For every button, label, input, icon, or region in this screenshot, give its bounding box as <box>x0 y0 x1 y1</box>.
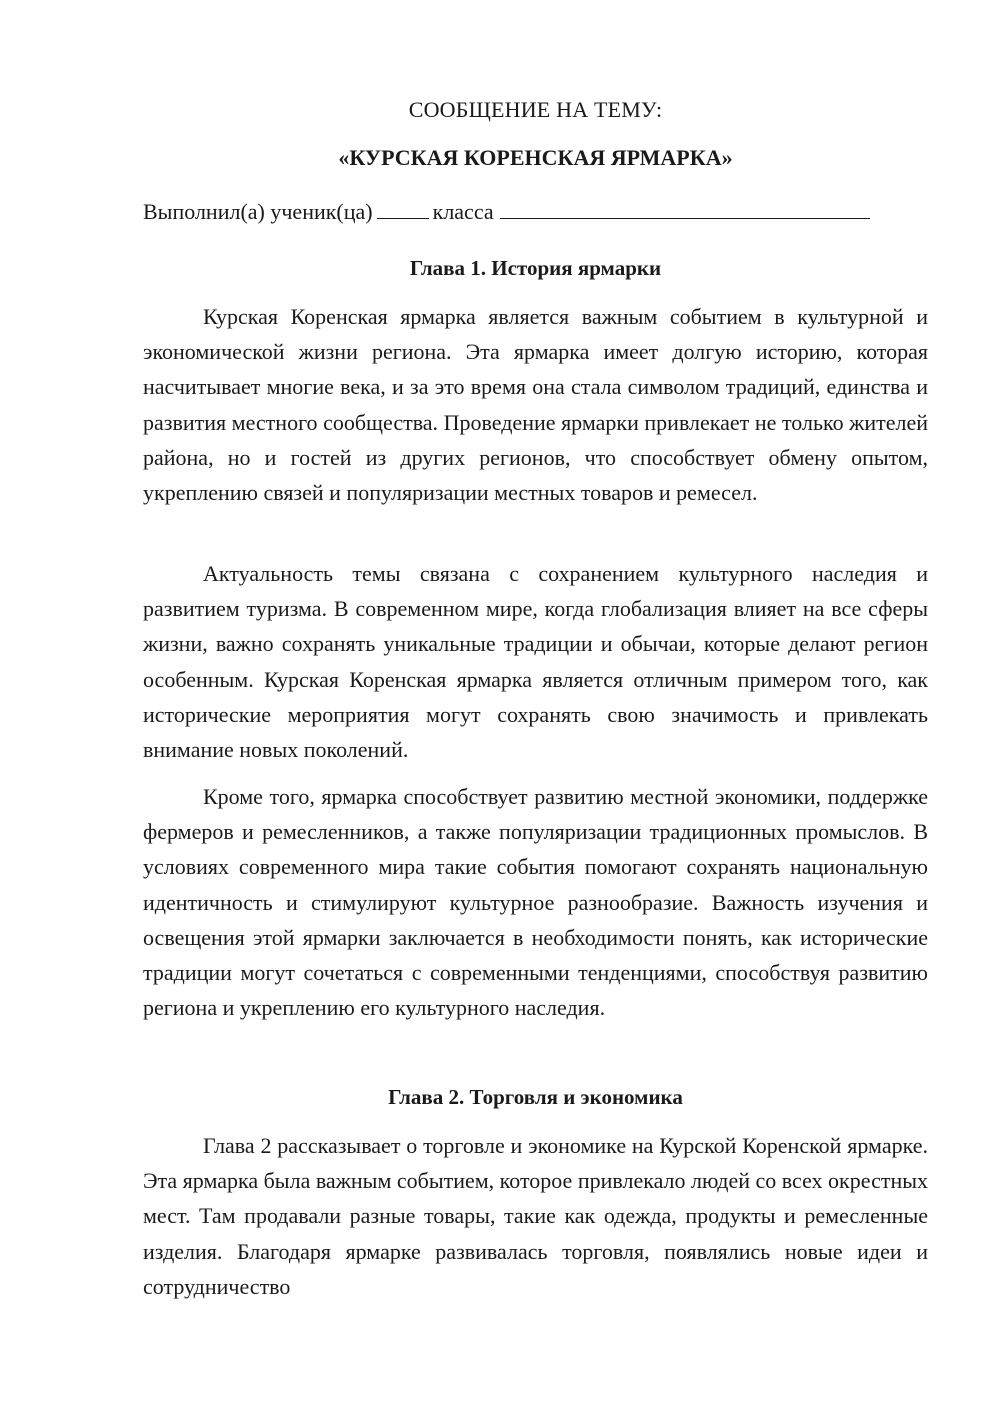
student-info-line <box>143 196 928 228</box>
chapter2-paragraph-1: Глава 2 рассказывает о торговле и экономике на Курской Коренской ярмарке. Эта ярмарка была важным событием, которое привлекало людей со всех окрестных мест. Там продавали разные товары, такие как одежда, продукты и ремесленные изделия. Благодаря ярмарке развивалась торговля, появлялись новые идеи и сотрудничество <box>143 1133 928 1299</box>
chapter1-paragraph-1: Курская Коренская ярмарка является важным событием в культурной и экономической жизни региона. Эта ярмарка имеет долгую историю, которая насчитывает многие века, и за это время она стала символом традиций, единства и развития местного сообщества. Проведение ярмарки привлекает не только жителей района, но и гостей из других регионов, что способствует обмену опытом, укреплению связей и популяризации местных товаров и ремесел. <box>143 304 928 506</box>
class-label: класса <box>432 199 494 224</box>
chapter2-heading: Глава 2. Торговля и экономика <box>388 1085 683 1109</box>
document-title-line1: СООБЩЕНИЕ НА ТЕМУ: <box>408 97 663 122</box>
chapter1-paragraph-3: Кроме того, ярмарка способствует развитию местной экономики, поддержке фермеров и ремесленников, а также популяризации традиционных промыслов. В условиях современного мира такие события помогают сохранять национальную идентичность и стимулируют культурное разнообразие. Важность изучения и освещения этой ярмарки заключается в необходимости понять, как исторические традиции могут сочетаться с современными тенденциями, способствуя развитию региона и укреплению его культурного наследия. <box>143 784 928 1021</box>
student-label: Выполнил(а) ученик(ца) <box>143 199 373 224</box>
document-title-line2: «КУРСКАЯ КОРЕНСКАЯ ЯРМАРКА» <box>338 145 733 170</box>
class-blank <box>500 196 870 219</box>
chapter1-paragraph-2: Актуальность темы связана с сохранением культурного наследия и развитием туризма. В современном мире, когда глобализация влияет на все сферы жизни, важно сохранять уникальные традиции и обычаи, которые делают регион особенным. Курская Коренская ярмарка является отличным примером того, как исторические мероприятия могут сохранять свою значимость и привлекать внимание новых поколений. <box>143 561 928 763</box>
chapter1-heading: Глава 1. История ярмарки <box>409 256 662 280</box>
grade-blank <box>377 196 429 219</box>
